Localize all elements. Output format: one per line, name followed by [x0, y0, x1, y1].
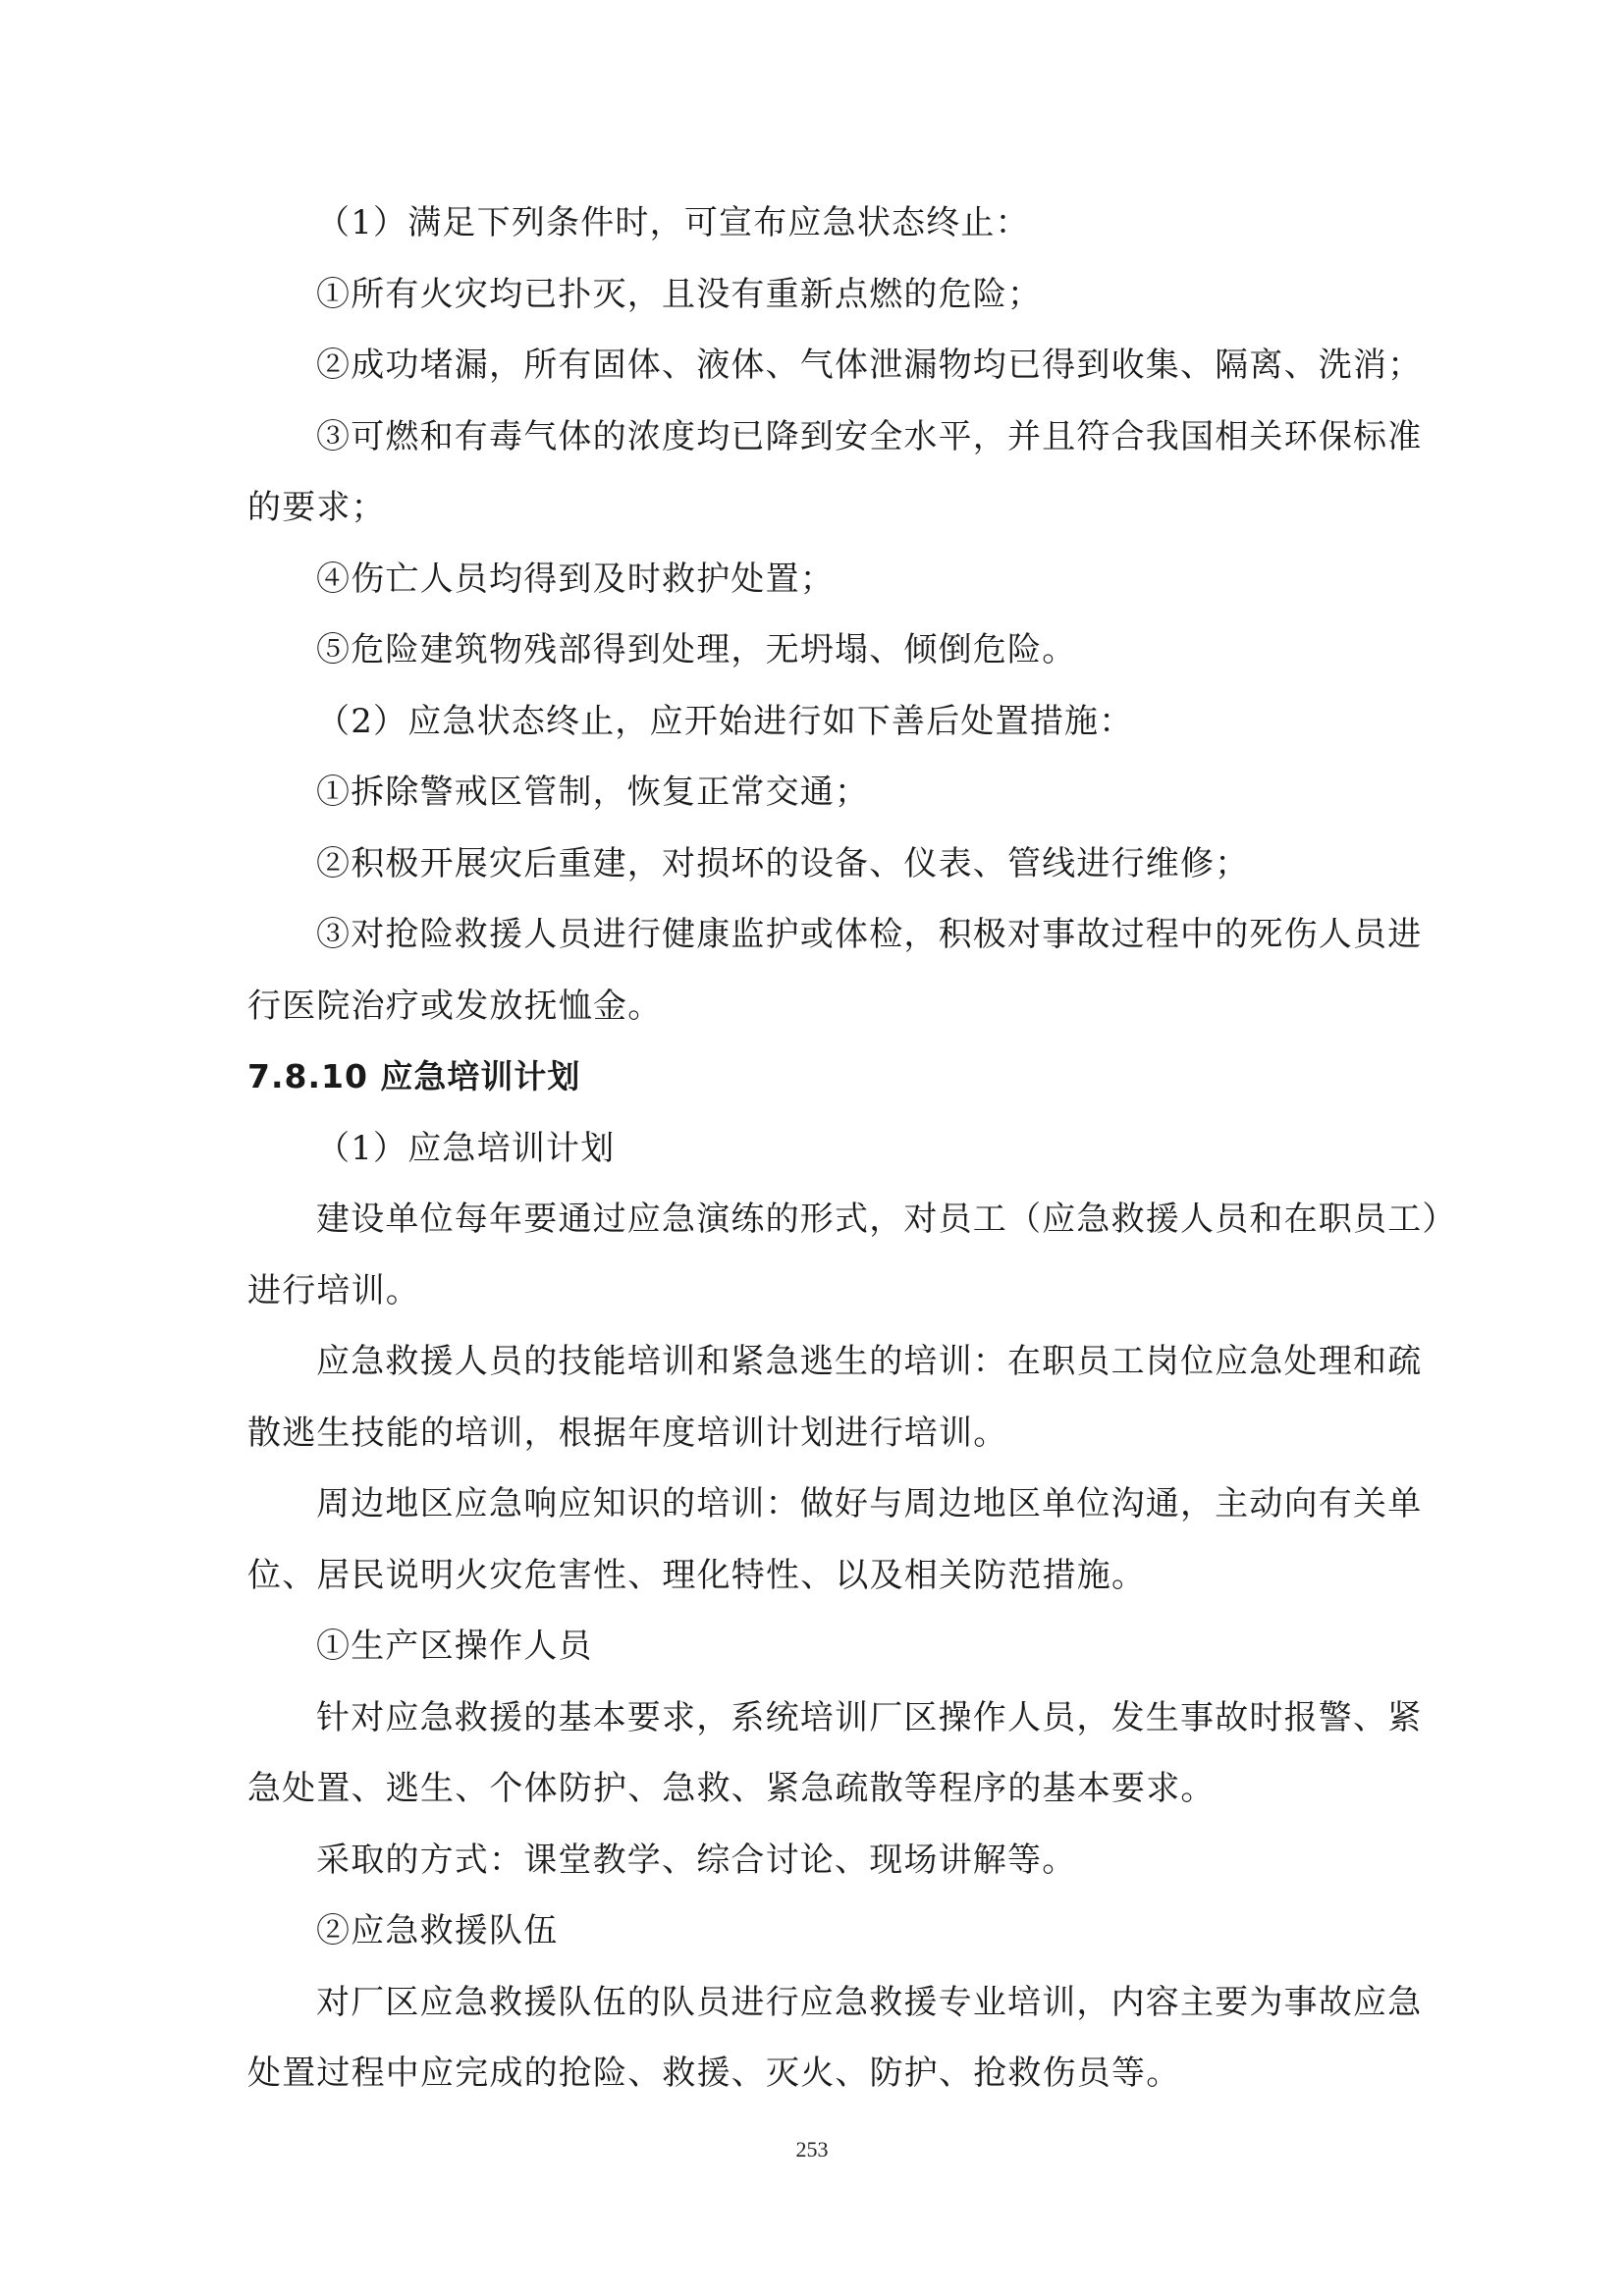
paragraph-line: ①生产区操作人员 — [316, 1627, 593, 1666]
paragraph-line: 对厂区应急救援队伍的队员进行应急救援专业培训，内容主要为事故应急 — [316, 1983, 1423, 2022]
paragraph-line: 应急救援人员的技能培训和紧急逃生的培训：在职员工岗位应急处理和疏 — [316, 1342, 1423, 1381]
paragraph-line: 进行培训。 — [247, 1271, 420, 1310]
paragraph-line: 急处置、逃生、个体防护、急救、紧急疏散等程序的基本要求。 — [247, 1769, 1216, 1808]
paragraph-line: ①所有火灾均已扑灭，且没有重新点燃的危险； — [316, 275, 1043, 314]
paragraph-line: 采取的方式：课堂教学、综合讨论、现场讲解等。 — [316, 1841, 1077, 1880]
section-heading: 7.8.10 应急培训计划 — [247, 1057, 581, 1095]
paragraph-line: 针对应急救援的基本要求，系统培训厂区操作人员，发生事故时报警、紧 — [316, 1698, 1423, 1737]
paragraph-line: （1）满足下列条件时，可宣布应急状态终止： — [316, 203, 1030, 242]
paragraph-line: 处置过程中应完成的抢险、救援、灭火、防护、抢救伤员等。 — [247, 2054, 1181, 2093]
paragraph-line: 周边地区应急响应知识的培训：做好与周边地区单位沟通，主动向有关单 — [316, 1484, 1423, 1523]
paragraph-line: ③对抢险救援人员进行健康监护或体检，积极对事故过程中的死伤人员进 — [316, 915, 1423, 954]
page-number: 253 — [795, 2137, 829, 2162]
paragraph-line: ①拆除警戒区管制，恢复正常交通； — [316, 773, 870, 812]
paragraph-line: ④伤亡人员均得到及时救护处置； — [316, 560, 835, 599]
paragraph-line: ②成功堵漏，所有固体、液体、气体泄漏物均已得到收集、隔离、洗消； — [316, 346, 1423, 385]
paragraph-line: 位、居民说明火灾危害性、理化特性、以及相关防范措施。 — [247, 1556, 1147, 1595]
paragraph-line: 的要求； — [247, 488, 386, 527]
paragraph-line: 建设单位每年要通过应急演练的形式，对员工（应急救援人员和在职员工） — [316, 1200, 1457, 1239]
paragraph-line: ②积极开展灾后重建，对损坏的设备、仪表、管线进行维修； — [316, 844, 1250, 883]
paragraph-line: （1）应急培训计划 — [316, 1129, 616, 1168]
paragraph-line: （2）应急状态终止，应开始进行如下善后处置措施： — [316, 702, 1134, 741]
paragraph-line: ②应急救援队伍 — [316, 1911, 559, 1950]
paragraph-line: ③可燃和有毒气体的浓度均已降到安全水平，并且符合我国相关环保标准 — [316, 417, 1423, 456]
paragraph-line: 行医院治疗或发放抚恤金。 — [247, 987, 663, 1026]
paragraph-line: 散逃生技能的培训，根据年度培训计划进行培训。 — [247, 1414, 1008, 1453]
paragraph-line: ⑤危险建筑物残部得到处理，无坍塌、倾倒危险。 — [316, 630, 1077, 669]
